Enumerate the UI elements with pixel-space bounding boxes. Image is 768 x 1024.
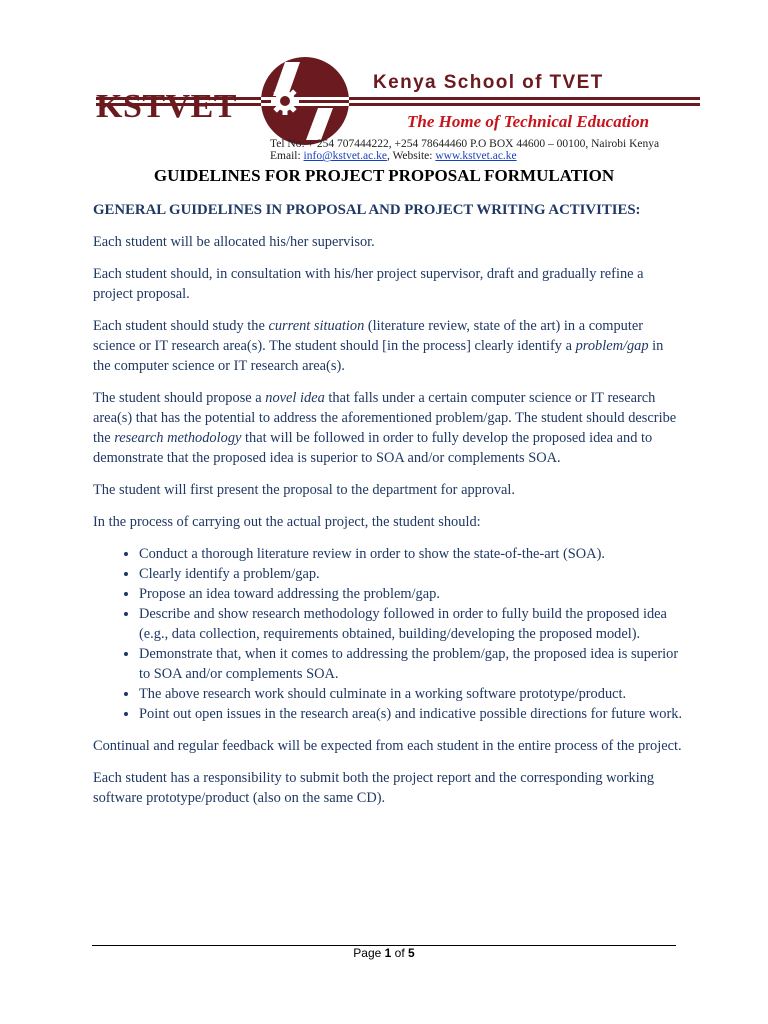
emphasis-research-methodology: research methodology [114,430,242,446]
logo-wordmark: KSTVET [96,88,237,125]
website-link[interactable]: www.kstvet.ac.ke [435,150,517,162]
paragraph-supervisor: Each student will be allocated his/her supervisor. [93,234,375,250]
text-run: in the computer science or IT research area(s). [93,338,664,374]
school-tagline: The Home of Technical Education [407,112,650,131]
list-item: • Clearly identify a problem/gap. [139,564,683,584]
website-label: , Website: [386,150,436,162]
text-run: The student should propose a [93,390,266,406]
paragraph-submission: Each student has a responsibility to submit both the project report and the corresponding working software prototype/product (also on the same CD). [93,770,655,806]
paragraph-process-intro: In the process of carrying out the actual project, the student should: [93,514,481,530]
email-link[interactable]: info@kstvet.ac.ke [303,150,387,162]
contact-info [270,138,659,162]
list-item: • Describe and show research methodology followed in order to fully build the proposed idea (e.g., data collection, requirements obtained, building/developing the proposed model). [139,604,683,644]
of-word: of [391,946,409,960]
paragraph-approval: The student will first present the proposal to the department for approval. [93,482,516,498]
text-run: that will be followed in order to fully develop the proposed idea and to demonstrate that the proposed idea is superior to SOA and/or complements SOA. [93,430,653,466]
document-title: GUIDELINES FOR PROJECT PROPOSAL FORMULATION [153,166,615,185]
text-run: (literature review, state of the art) in a computer science or IT research area(s). The student should [in the process] clearly identify a [93,318,644,354]
paragraph-feedback: Continual and regular feedback will be expected from each student in the entire process of the project. [93,738,682,754]
page-number [0,946,768,960]
contact-email-web-line [270,150,659,162]
list-item: • The above research work should culminate in a working software prototype/product. [139,684,683,704]
list-item: • Conduct a thorough literature review in order to show the state-of-the-art (SOA). [139,544,683,564]
emphasis-problem-gap: problem/gap [575,338,649,354]
list-item: • Demonstrate that, when it comes to addressing the problem/gap, the proposed idea is superior to SOA and/or complements SOA. [139,644,683,684]
page-total: 5 [408,946,415,960]
document-body [93,200,683,820]
emphasis-novel-idea: novel idea [265,390,325,406]
emphasis-current-situation: current situation [268,318,365,334]
school-name: Kenya School of TVET [373,72,604,93]
paragraph-draft-proposal: Each student should, in consultation with his/her project supervisor, draft and gradually refine a project proposal. [93,266,644,302]
process-steps-list [93,544,683,724]
list-item: • Point out open issues in the research area(s) and indicative possible directions for future work. [139,704,683,724]
paragraph-current-situation [93,316,683,376]
page-current: 1 [384,946,392,960]
contact-line: Tel No: + 254 707444222, +254 78644460 P.O BOX 44600 – 00100, Nairobi Kenya [270,138,660,150]
text-run: Each student should study the [93,318,269,334]
paragraph-novel-idea [93,388,683,468]
email-label: Email: [270,150,304,162]
section-heading: GENERAL GUIDELINES IN PROPOSAL AND PROJECT WRITING ACTIVITIES: [93,202,641,218]
page-word: Page [353,946,385,960]
list-item: • Propose an idea toward addressing the problem/gap. [139,584,683,604]
text-run: that falls under a certain computer science or IT research area(s) that has the potential to address the aforementioned problem/gap. The student should describe the [93,390,677,446]
letterhead [0,0,768,165]
